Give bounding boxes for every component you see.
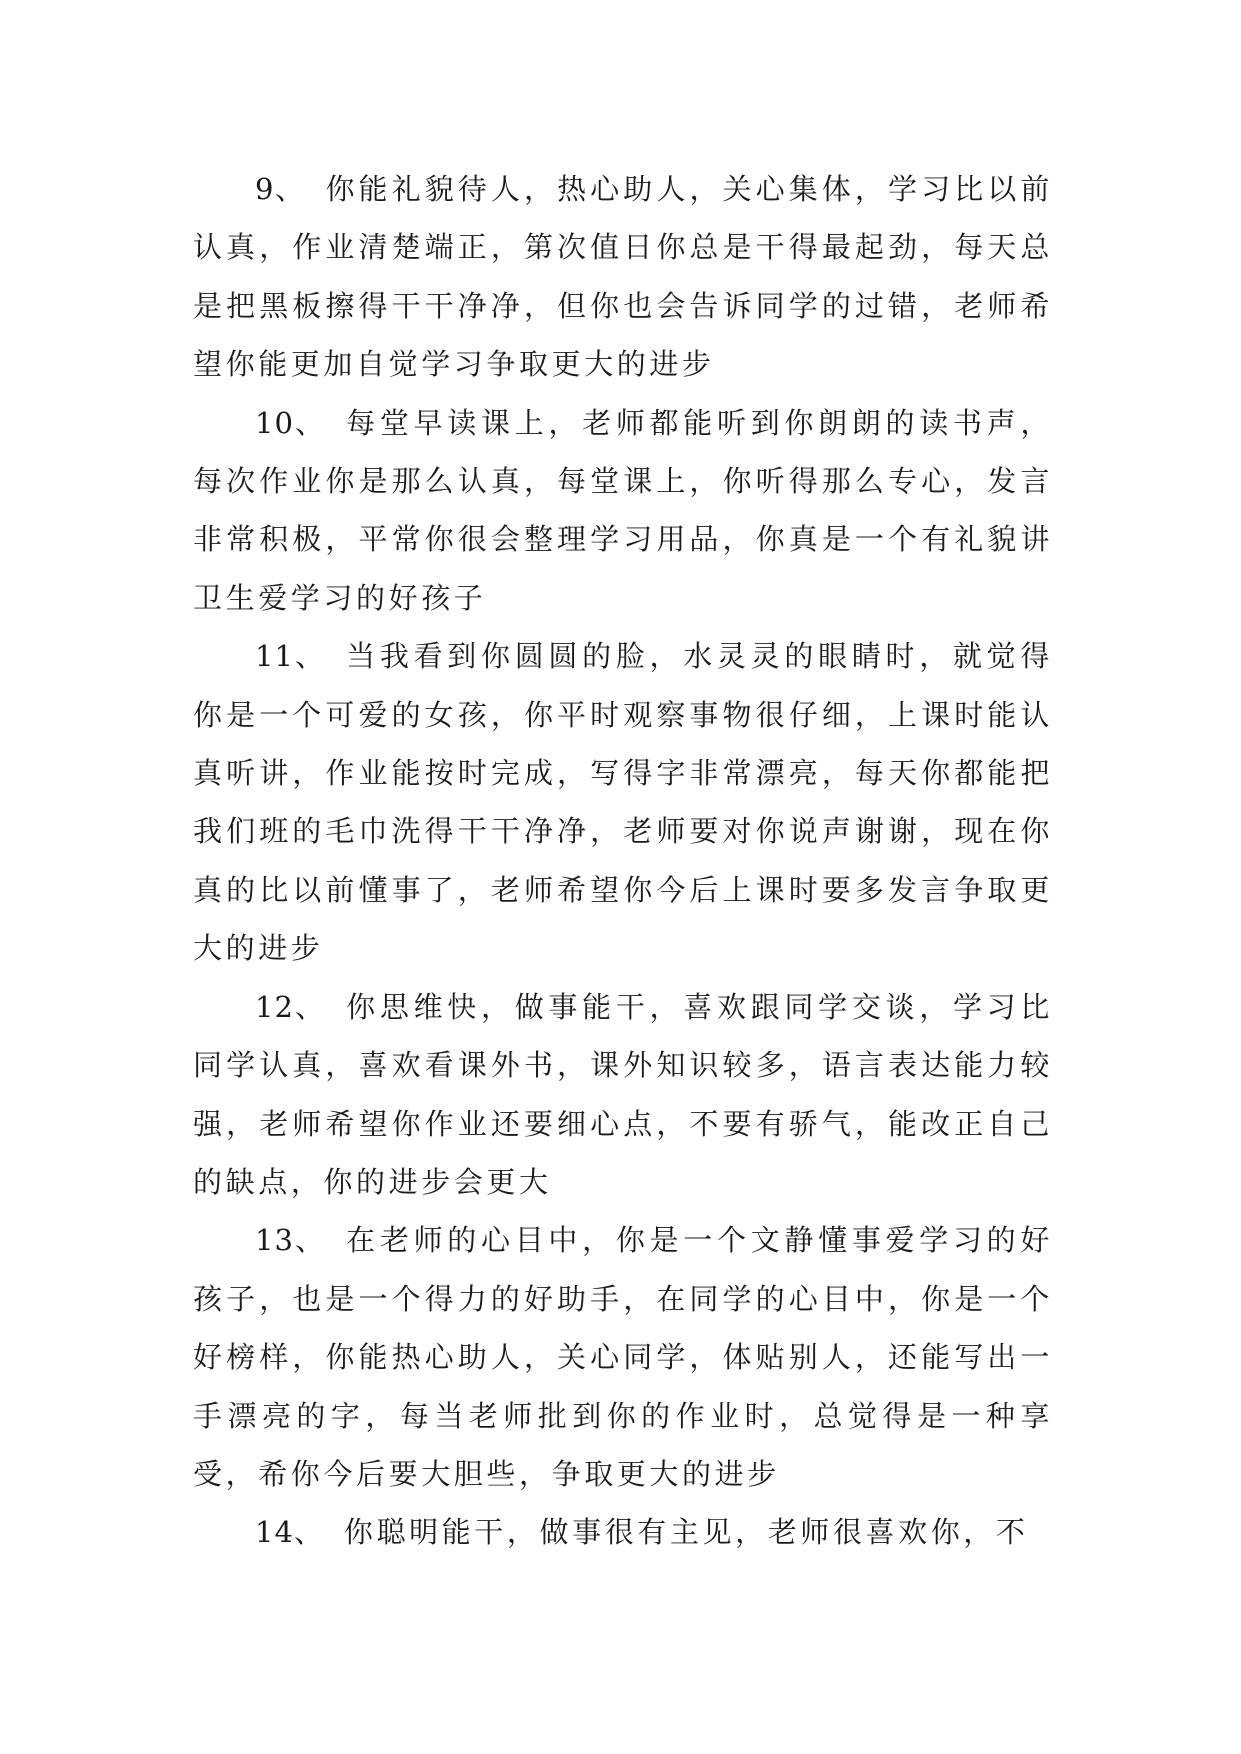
paragraph-text: 在老师的心目中，你是一个文静懂事爱学习的好孩子，也是一个得力的好助手，在同学的心目中，你是一个好榜样，你能热心助人，关心同学，体贴别人，还能写出一手漂亮的字，每当老师批到你的作业时，总觉得是一种享受，希你今后要大胆些，争取更大的进步	[193, 1223, 1053, 1491]
paragraph-number: 9、	[255, 172, 306, 206]
paragraph-text: 你思维快，做事能干，喜欢跟同学交谈，学习比同学认真，喜欢看课外书，课外知识较多，语言表达能力较强，老师希望你作业还要细心点，不要有骄气，能改正自己的缺点，你的进步会更大	[193, 989, 1053, 1199]
comment-paragraph-10	[193, 394, 1053, 628]
paragraph-number: 13、	[255, 1223, 327, 1258]
paragraph-number: 12、	[255, 989, 327, 1024]
paragraph-text: 你能礼貌待人，热心助人，关心集体，学习比以前认真，作业清楚端正，第次值日你总是干得最起劲，每天总是把黑板擦得干干净净，但你也会告诉同学的过错，老师希望你能更加自觉学习争取更大的进步	[193, 172, 1053, 382]
paragraph-number: 11、	[255, 639, 327, 674]
document-body	[193, 160, 1053, 1562]
paragraph-number: 10、	[255, 405, 327, 440]
paragraph-text: 你聪明能干，做事很有主见，老师很喜欢你，不	[343, 1515, 1029, 1550]
paragraph-number: 14、	[255, 1515, 324, 1550]
comment-paragraph-11	[193, 627, 1053, 977]
paragraph-text: 每堂早读课上，老师都能听到你朗朗的读书声，每次作业你是那么认真，每堂课上，你听得那么专心，发言非常积极，平常你很会整理学习用品，你真是一个有礼貌讲卫生爱学习的好孩子	[193, 405, 1053, 615]
comment-paragraph-9	[193, 160, 1053, 394]
paragraph-text: 当我看到你圆圆的脸，水灵灵的眼睛时，就觉得你是一个可爱的女孩，你平时观察事物很仔细，上课时能认真听讲，作业能按时完成，写得字非常漂亮，每天你都能把我们班的毛巾洗得干干净净，老师要对你说声谢谢，现在你真的比以前懂事了，老师希望你今后上课时要多发言争取更大的进步	[193, 639, 1053, 966]
comment-paragraph-14	[193, 1503, 1053, 1561]
comment-paragraph-13	[193, 1211, 1053, 1503]
comment-paragraph-12	[193, 978, 1053, 1212]
